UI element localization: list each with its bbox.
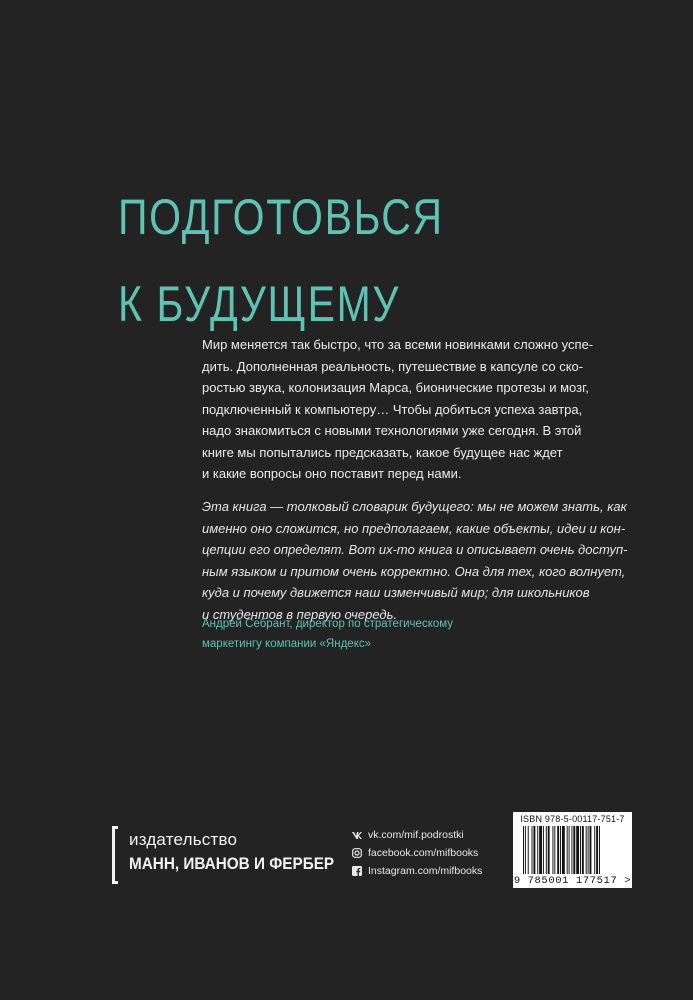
title-line-1: ПОДГОТОВЬСЯ [118,189,444,245]
description-line: надо знакомиться с новыми технологиями уже сегодня. В этой [202,423,582,438]
barcode-image [517,826,628,876]
description [202,334,612,485]
quote-line: ным языком и притом очень корректно. Она для тех, кого волнует, [202,563,626,579]
bracket-mark [112,826,118,884]
social-link-instagram[interactable] [352,862,482,880]
description-line: ростью звука, колонизация Марса, бионические протезы и мозг, [202,380,589,395]
description-line: дить. Дополненная реальность, путешествие в капсуле со ско- [202,358,584,374]
book-title [118,174,444,348]
author-line: Андрей Себрант, директор по стратегическому [202,618,454,630]
quote-line: именно оно сложится, но предполагаем, какие объекты, идеи и кон- [202,520,626,536]
isbn-number: ISBN 978-5-00117-751-7 [520,814,625,824]
quote-line: и студентов в первую очередь. [202,606,398,622]
social-link-vk[interactable] [352,826,482,844]
review-quote [202,496,628,625]
quote-line: Эта книга — толковый словарик будущего: мы не можем знать, как [202,499,627,514]
description-line: Мир меняется так быстро, что за всеми новинками сложно успе- [202,337,594,352]
publisher-label: издательство [129,830,238,849]
barcode-digits: 9 785001 177517 > [513,875,632,887]
social-links [352,826,482,880]
author-line: маркетингу компании «Яндекс» [202,638,371,650]
quote-line: цепции его определят. Вот их-то книга и описывает очень доступ- [202,542,628,557]
link-text[interactable]: Instagram.com/mifbooks [368,865,483,877]
publisher-name: МАНН, ИВАНОВ И ФЕРБЕР [129,854,335,873]
isbn-barcode-block [513,812,632,888]
title-line-2: К БУДУЩЕМУ [118,276,401,332]
link-text[interactable]: vk.com/mif.podrostki [368,829,464,841]
link-text[interactable]: facebook.com/mifbooks [368,847,479,859]
instagram-icon [352,848,362,858]
quote-line: куда и почему движется наш изменчивый мир; для школьников [202,585,590,600]
description-line: и какие вопросы оно поставит перед нами. [202,466,462,481]
facebook-icon [352,866,362,876]
description-line: подключенный к компьютеру… Чтобы добиться успеха завтра, [202,401,583,417]
vk-icon [352,830,362,840]
description-line: книге мы попытались предсказать, какое будущее нас ждет [202,444,563,460]
quote-author [202,614,453,654]
social-link-facebook[interactable] [352,844,482,862]
